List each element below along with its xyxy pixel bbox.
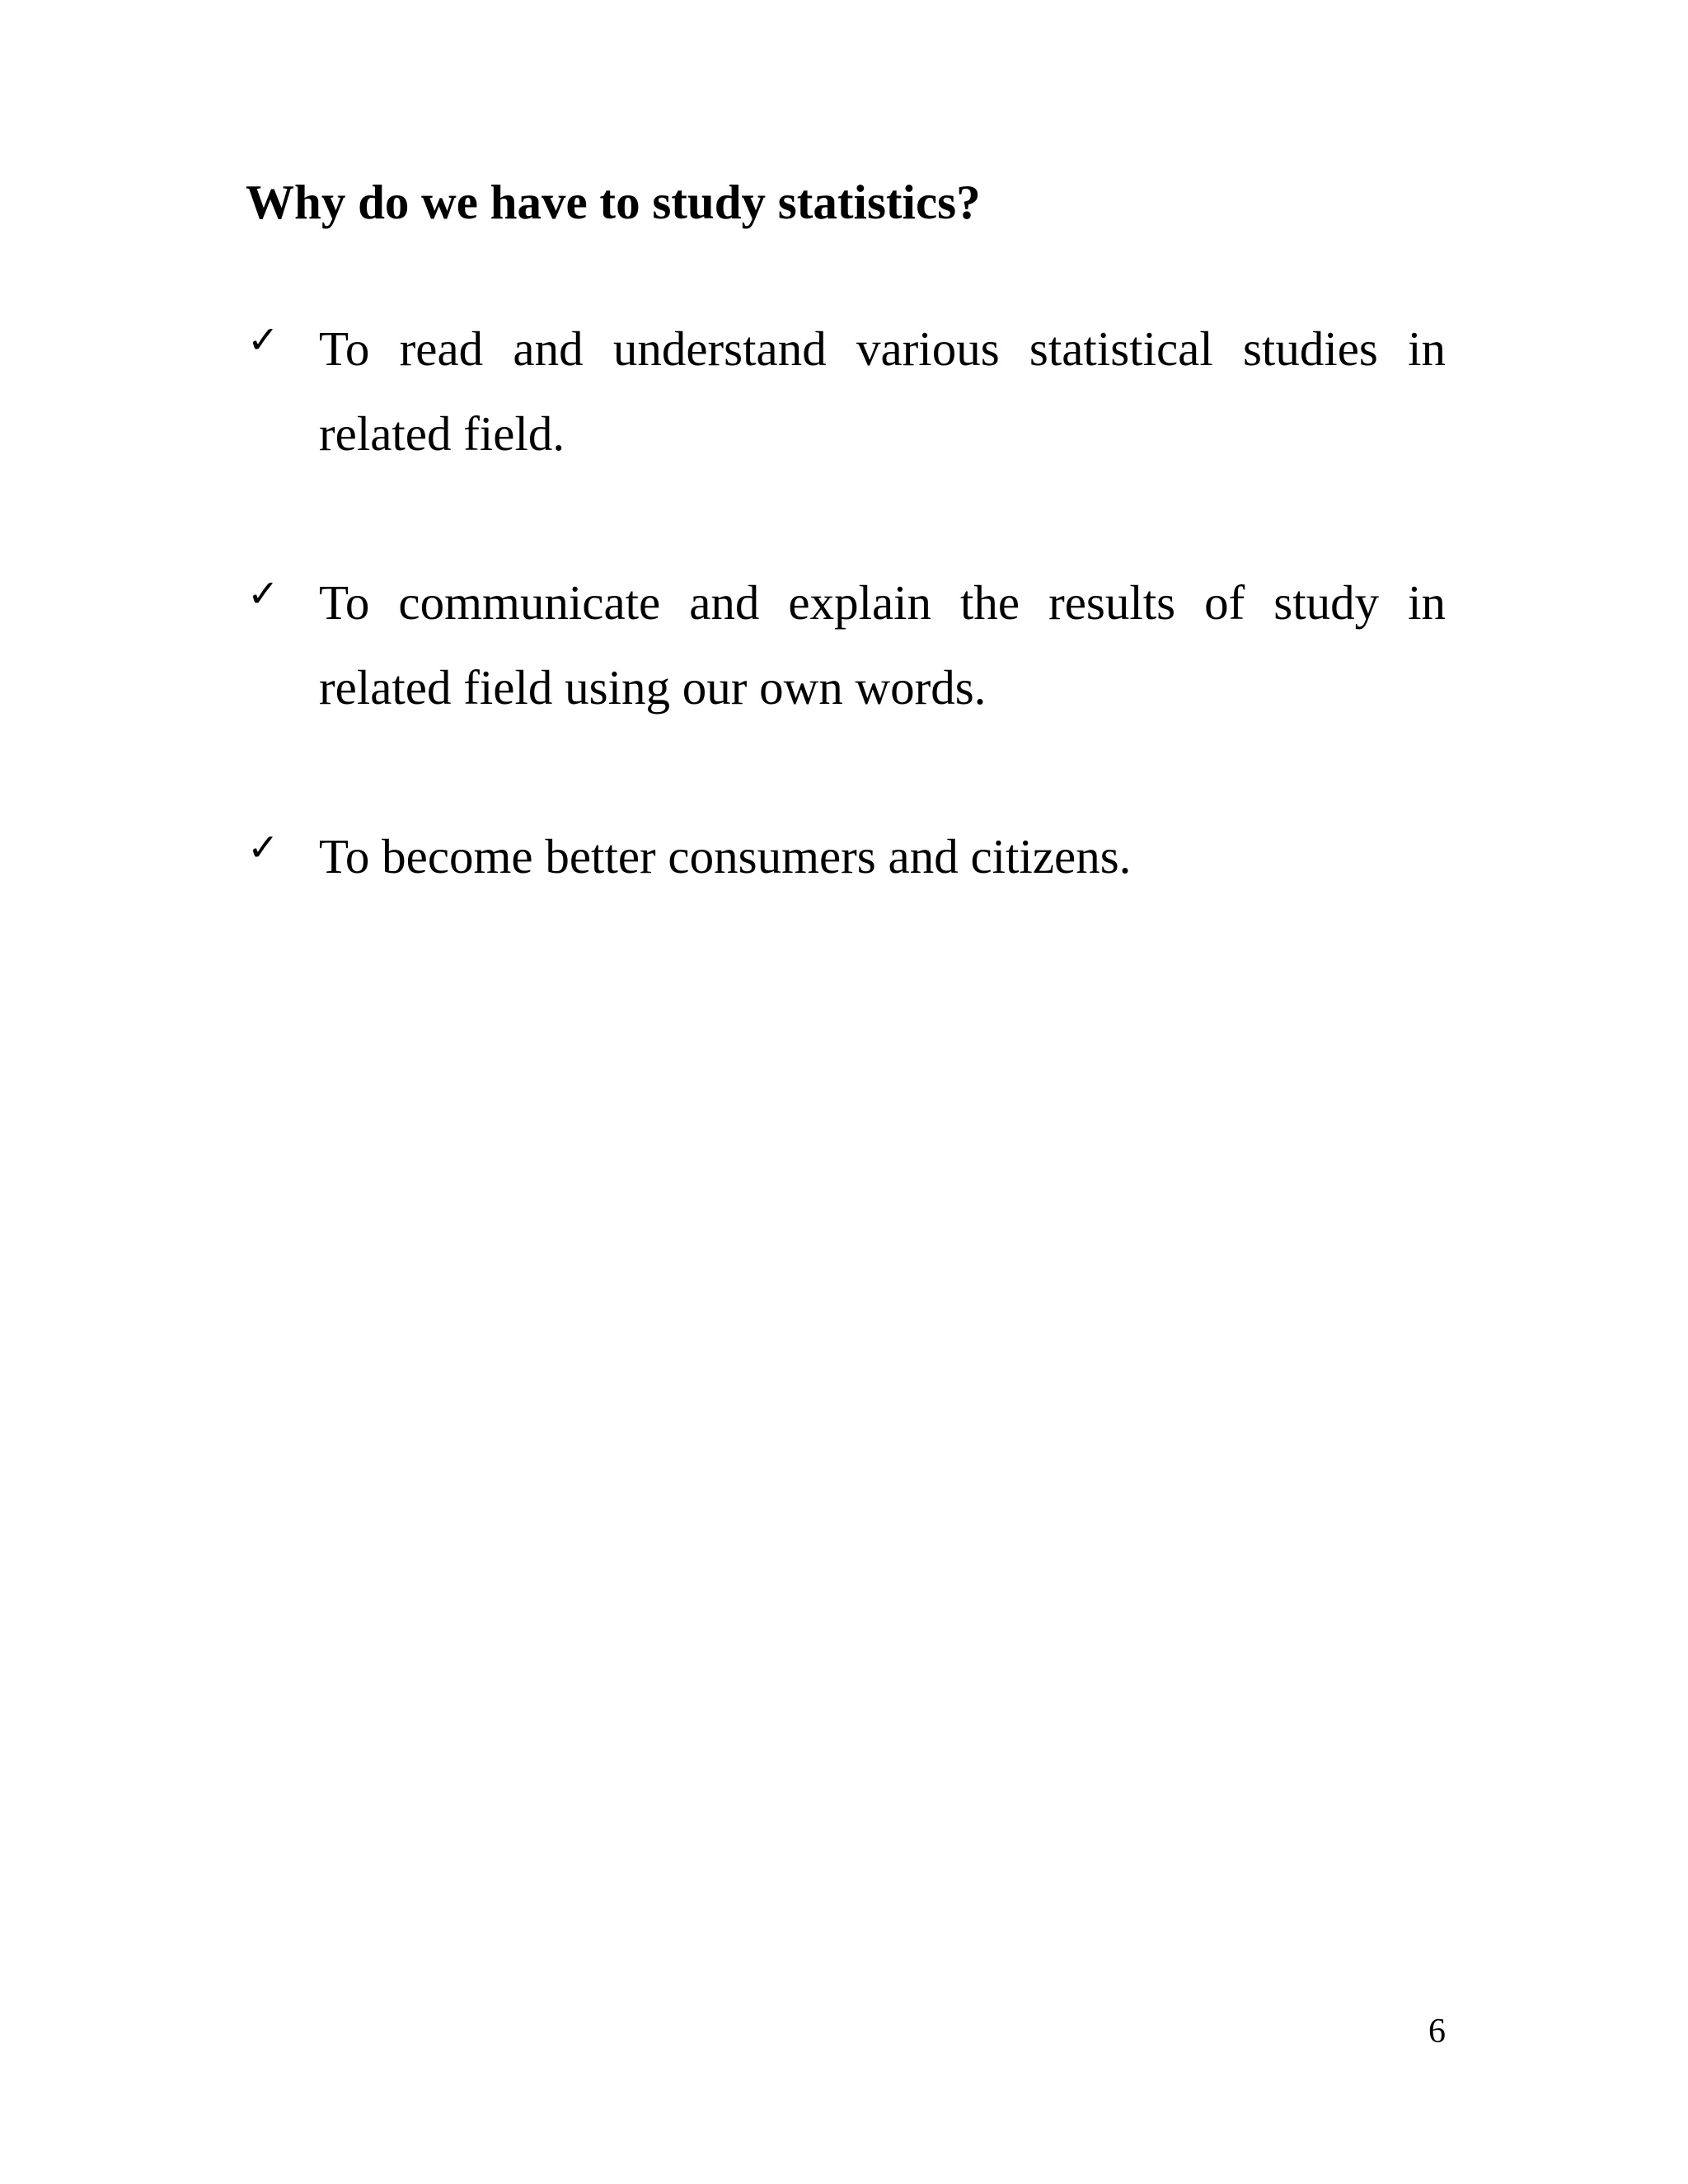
list-item <box>246 814 1446 899</box>
page-number: 6 <box>1428 2013 1446 2050</box>
page-title: Why do we have to study statistics? <box>246 175 981 229</box>
check-icon: ✓ <box>247 825 279 869</box>
list-item-text: To communicate and explain the results of study in related field using our own words. <box>319 575 1446 715</box>
list-item-text: To read and understand various statistical studies in related field. <box>319 321 1446 461</box>
list-item <box>246 307 1446 476</box>
check-icon: ✓ <box>247 571 279 616</box>
check-icon: ✓ <box>247 317 279 362</box>
list-item-text: To become better consumers and citizens. <box>319 829 1132 883</box>
reasons-list <box>246 307 1446 899</box>
list-item <box>246 560 1446 730</box>
